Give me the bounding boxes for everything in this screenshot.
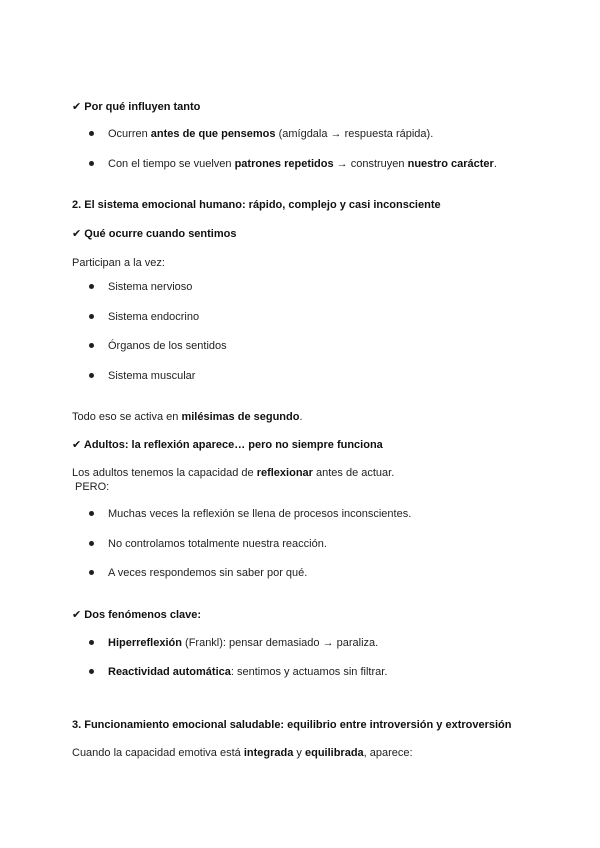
bullet-icon	[89, 570, 94, 575]
list-item: Sistema muscular	[89, 369, 195, 383]
bullet-icon	[89, 284, 94, 289]
section-heading-3: 3. Funcionamiento emocional saludable: equilibrio entre introversión y extroversión	[72, 719, 512, 731]
check-icon: ✔	[72, 228, 82, 240]
section-heading-2: 2. El sistema emocional humano: rápido, complejo y casi inconsciente	[72, 199, 441, 211]
bullet-icon	[89, 343, 94, 348]
paragraph-final: Cuando la capacidad emotiva está integrada y equilibrada, aparece:	[72, 747, 413, 759]
list-item: Reactividad automática: sentimos y actuamos sin filtrar.	[89, 665, 387, 679]
section-heading-influence: ✔ Por qué influyen tanto	[72, 101, 201, 113]
subheading-feel: ✔ Qué ocurre cuando sentimos	[72, 228, 237, 240]
list-item: Sistema nervioso	[89, 280, 192, 294]
list-item: Con el tiempo se vuelven patrones repetidos → construyen nuestro carácter.	[89, 157, 497, 171]
check-icon: ✔	[72, 439, 82, 451]
check-icon: ✔	[72, 101, 82, 113]
paragraph-activation: Todo eso se activa en milésimas de segundo.	[72, 411, 303, 423]
paragraph-adults: Los adultos tenemos la capacidad de reflexionar antes de actuar.	[72, 467, 395, 479]
list-item: Muchas veces la reflexión se llena de procesos inconscientes.	[89, 507, 411, 521]
check-icon: ✔	[72, 609, 82, 621]
list-item: Hiperreflexión (Frankl): pensar demasiado → paraliza.	[89, 636, 378, 650]
list-item: Órganos de los sentidos	[89, 339, 227, 353]
list-item: No controlamos totalmente nuestra reacción.	[89, 537, 327, 551]
paragraph-intro: Participan a la vez:	[72, 257, 165, 269]
bullet-icon	[89, 669, 94, 674]
bullet-icon	[89, 541, 94, 546]
bullet-icon	[89, 161, 94, 166]
bullet-icon	[89, 511, 94, 516]
list-item: Sistema endocrino	[89, 310, 199, 324]
bullet-icon	[89, 131, 94, 136]
subheading-adults: ✔ Adultos: la reflexión aparece… pero no siempre funciona	[72, 439, 383, 451]
bullet-icon	[89, 640, 94, 645]
bullet-icon	[89, 314, 94, 319]
list-item: A veces respondemos sin saber por qué.	[89, 566, 307, 580]
bullet-icon	[89, 373, 94, 378]
paragraph-pero: PERO:	[75, 481, 110, 493]
list-item: Ocurren antes de que pensemos (amígdala → respuesta rápida).	[89, 127, 433, 141]
subheading-phenomena: ✔ Dos fenómenos clave:	[72, 609, 202, 621]
